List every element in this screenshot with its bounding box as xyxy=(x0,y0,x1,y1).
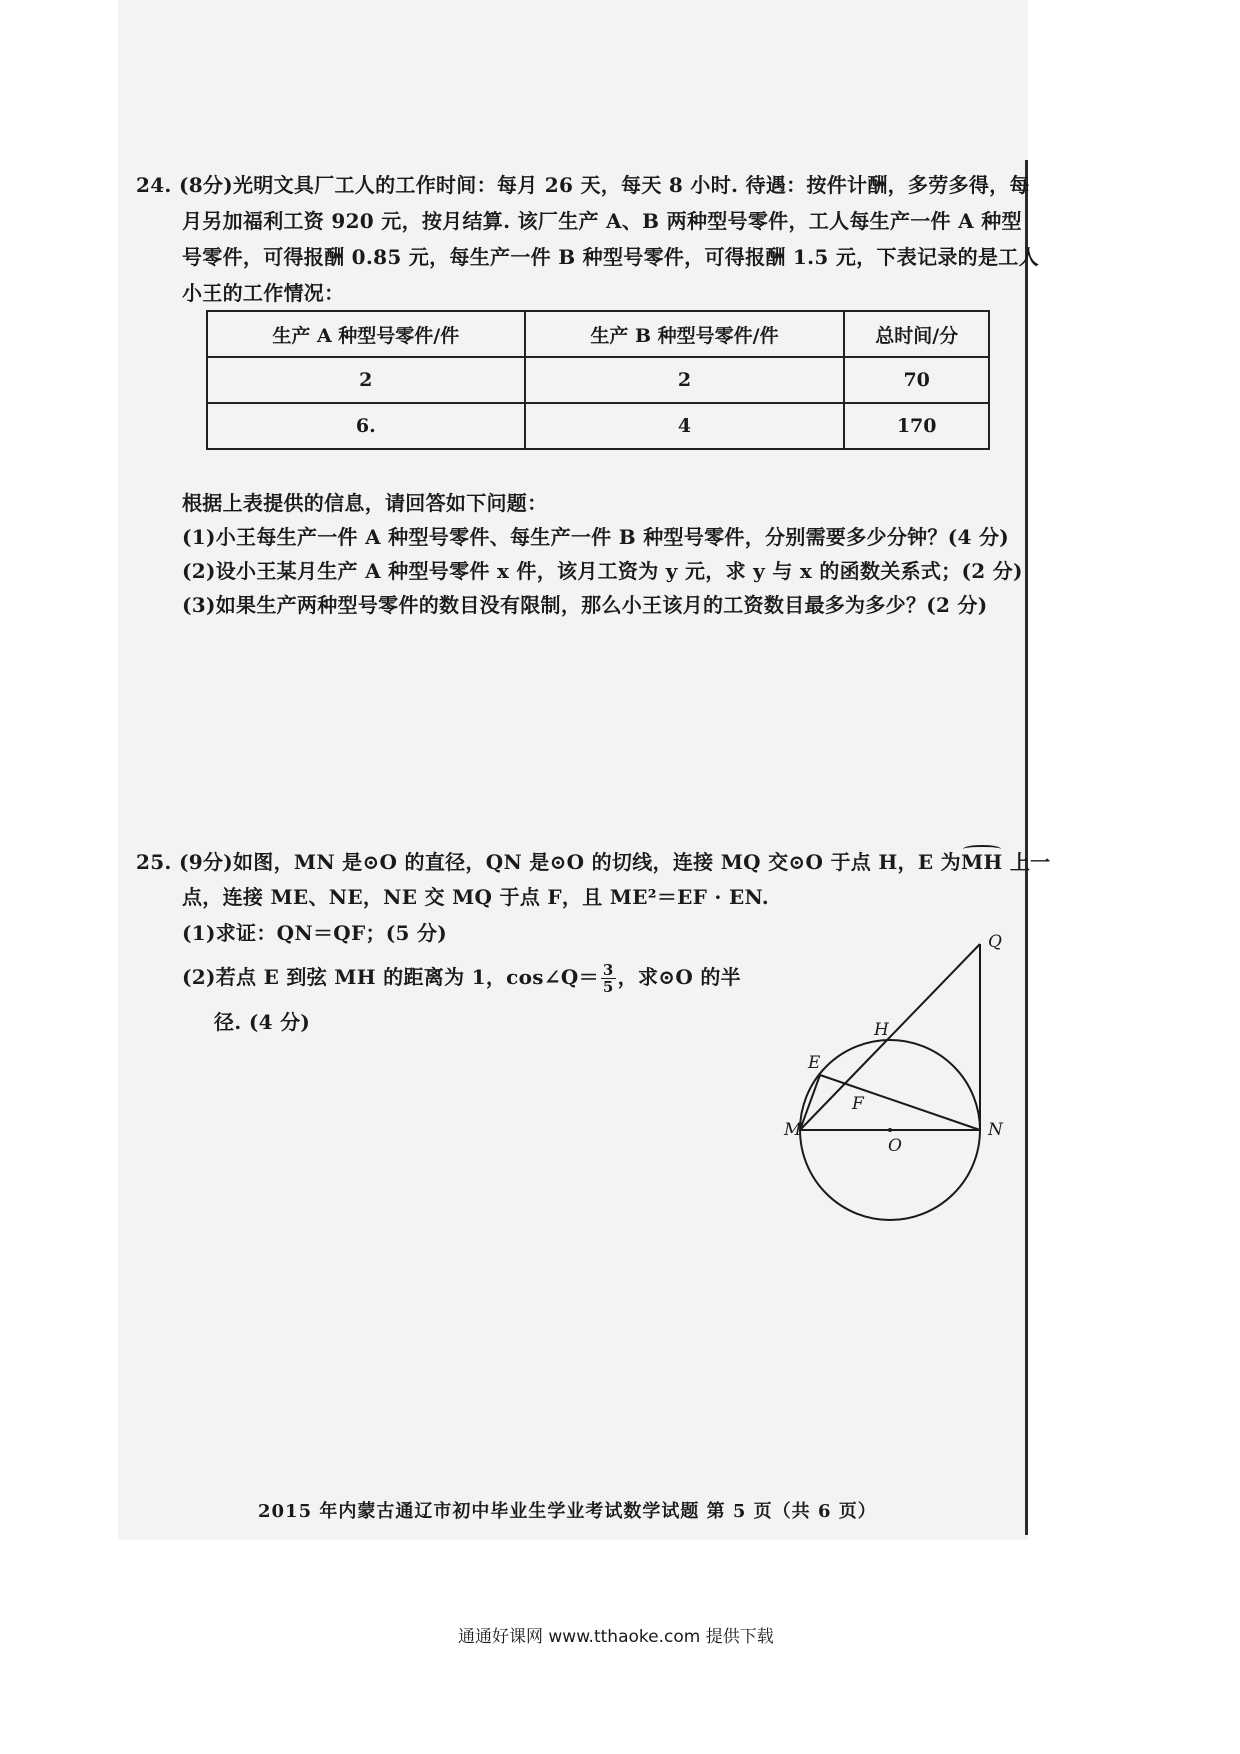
q24-part-2: (2)设小王某月生产 A 种型号零件 x 件，该月工资为 y 元，求 y 与 x 的函数关系式；(2 分) xyxy=(182,559,1023,583)
q25-line-1-text: 25. (9分)如图，MN 是⊙O 的直径，QN 是⊙O 的切线，连接 MQ 交⊙O 于点 H，E 为 xyxy=(136,850,961,874)
q24-part-3: (3)如果生产两种型号零件的数目没有限制，那么小王该月的工资数目最多为多少？(2 分) xyxy=(182,593,988,617)
q24-line-1: 24. (8分)光明文具厂工人的工作时间：每月 26 天，每天 8 小时. 待遇：按件计酬，多劳多得，每 xyxy=(136,173,1030,197)
work-table xyxy=(206,310,990,450)
q25-line-1 xyxy=(136,847,1050,877)
download-credit: 通通好课网 www.tthaoke.com 提供下载 xyxy=(458,1627,774,1647)
q25-part-2 xyxy=(182,962,741,995)
segment-mq xyxy=(800,944,980,1130)
table-cell: 2 xyxy=(207,357,525,403)
circle-tangent-figure xyxy=(770,925,1010,1225)
fraction-denominator: 5 xyxy=(602,978,614,996)
table-cell: 4 xyxy=(525,403,845,449)
center-point-o xyxy=(888,1128,892,1132)
q25-line-2: 点，连接 ME、NE，NE 交 MQ 于点 F，且 ME²＝EF · EN. xyxy=(182,885,770,909)
table-cell: 6. xyxy=(207,403,525,449)
label-f: F xyxy=(852,1094,864,1114)
segment-en xyxy=(820,1075,980,1130)
label-m: M xyxy=(784,1120,802,1140)
arc-mh: MH xyxy=(961,847,1003,877)
label-e: E xyxy=(808,1053,821,1073)
q24-line-2: 月另加福利工资 920 元，按月结算. 该厂生产 A、B 两种型号零件，工人每生产一件 A 种型 xyxy=(182,209,1022,233)
q24-part-1: (1)小王每生产一件 A 种型号零件、每生产一件 B 种型号零件，分别需要多少分钟？(4 分) xyxy=(182,525,1010,549)
label-h: H xyxy=(874,1020,889,1040)
table-header-cell: 总时间/分 xyxy=(844,311,989,357)
table-cell: 2 xyxy=(525,357,845,403)
table-header-cell: 生产 B 种型号零件/件 xyxy=(525,311,845,357)
label-n: N xyxy=(988,1120,1003,1140)
table-row xyxy=(207,403,989,449)
q24-line-3: 号零件，可得报酬 0.85 元，每生产一件 B 种型号零件，可得报酬 1.5 元，下表记录的是工人 xyxy=(182,245,1039,269)
label-o: O xyxy=(888,1136,902,1156)
fraction-numerator: 3 xyxy=(602,961,614,979)
q25-part-2-line-2: 径. (4 分) xyxy=(214,1010,311,1034)
q25-part-2-text: (2)若点 E 到弦 MH 的距离为 1，cos∠Q＝ xyxy=(182,965,599,989)
label-q: Q xyxy=(988,932,1002,952)
table-header-row xyxy=(207,311,989,357)
q24-line-4: 小王的工作情况： xyxy=(182,281,345,305)
q25-line-1-tail: 上一 xyxy=(1002,850,1051,874)
table-cell: 170 xyxy=(844,403,989,449)
q24-prompt: 根据上表提供的信息，请回答如下问题： xyxy=(182,491,548,515)
q25-part-1: (1)求证：QN＝QF；(5 分) xyxy=(182,921,448,945)
table-header-cell: 生产 A 种型号零件/件 xyxy=(207,311,525,357)
page-footer: 2015 年内蒙古通辽市初中毕业生学业考试数学试题 第 5 页（共 6 页） xyxy=(258,1501,877,1522)
fraction-cos-q xyxy=(601,962,616,995)
segment-me xyxy=(800,1075,820,1130)
table-row xyxy=(207,357,989,403)
q25-part-2-tail: ，求⊙O 的半 xyxy=(617,965,741,989)
table-cell: 70 xyxy=(844,357,989,403)
